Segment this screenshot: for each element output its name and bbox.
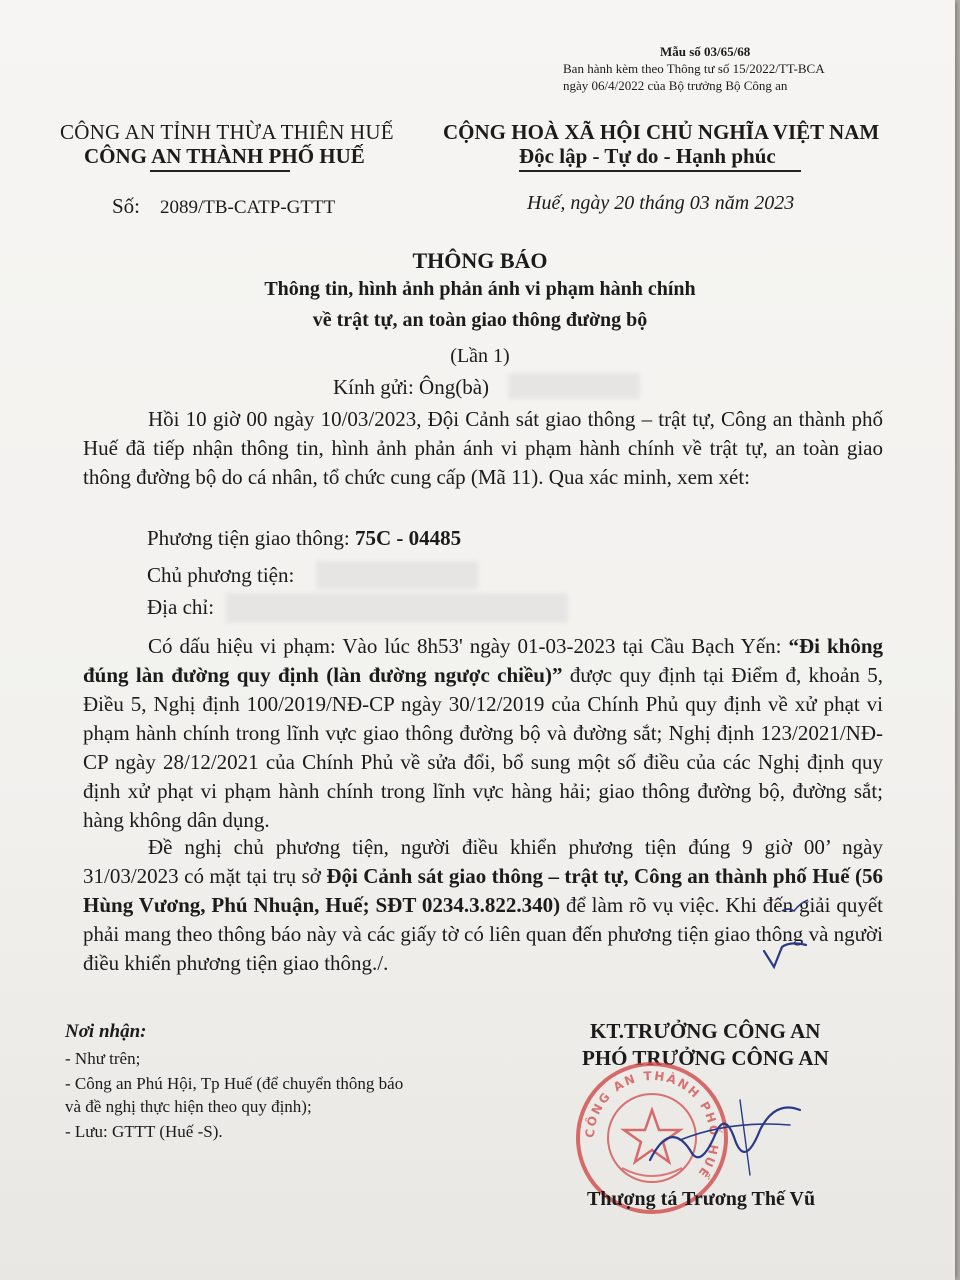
place-date: Huế, ngày 20 tháng 03 năm 2023	[527, 192, 795, 214]
motto-underline	[519, 170, 801, 172]
owner-field	[147, 563, 294, 588]
agency-name: CÔNG AN THÀNH PHỐ HUẾ	[84, 144, 365, 168]
seal-text: CÔNG AN THÀNH PHỐ HUẾ	[582, 1068, 722, 1182]
doc-title: THÔNG BÁO	[412, 248, 548, 273]
pen-check-mark-icon	[760, 937, 810, 973]
redacted-address	[226, 593, 568, 623]
motto: Độc lập - Tự do - Hạnh phúc	[519, 144, 776, 168]
address-field	[147, 595, 214, 620]
redacted-recipient	[508, 373, 640, 399]
agency-underline	[150, 170, 290, 172]
pen-tick-mark-icon	[780, 897, 810, 917]
doc-number: 2089/TB-CATP-GTTT	[160, 197, 336, 218]
recipient-item: - Lưu: GTTT (Huế -S).	[65, 1122, 223, 1141]
vehicle-field	[147, 526, 461, 551]
address-label: Địa chỉ:	[147, 595, 215, 619]
redacted-owner	[316, 561, 478, 589]
doc-subtitle-2: về trật tự, an toàn giao thông đường bộ	[312, 309, 648, 331]
paragraph-1: Hồi 10 giờ 00 ngày 10/03/2023, Đội Cảnh sát giao thông – trật tự, Công an thành phố Huế đã tiếp nhận thông tin, hình ảnh phản ánh vi phạm hành chính về trật tự, an toàn giao thông đường bộ do cá nhân, tổ chức cung cấp (Mã 11). Qua xác minh, xem xét:	[83, 407, 883, 489]
violation-text: “Đi không đúng làn đường quy định (làn đường ngược chiều)”	[83, 634, 883, 687]
para3-start: Đề nghị chủ phương tiện, người điều khiển phương tiện đúng 9 giờ 00’ ngày 31/03/2023 có mặt tại trụ sở	[83, 835, 883, 888]
recipient-item: và đề nghị thực hiện theo quy định);	[65, 1097, 312, 1116]
para2-start: Có dấu hiệu vi phạm: Vào lúc 8h53' ngày 01-03-2023 tại Cầu Bạch Yến:	[148, 634, 789, 658]
para3-rest: để làm rõ vụ việc. Khi đến giải quyết phải mang theo thông báo này và các giấy tờ có liên quan đến phương tiện giao thông và người điều khiển phương tiện giao thông./.	[83, 893, 883, 975]
greeting: Kính gửi: Ông(bà)	[333, 375, 490, 399]
recipient-item: - Công an Phú Hội, Tp Huế (để chuyển thông báo	[65, 1074, 404, 1093]
vehicle-plate: 75C - 04485	[354, 526, 462, 550]
signature-title: KT.TRƯỞNG CÔNG AN	[590, 1019, 821, 1043]
handwritten-signature-icon	[640, 1080, 810, 1190]
signature-role: PHÓ TRƯỞNG CÔNG AN	[582, 1046, 829, 1070]
agency-parent: CÔNG AN TỈNH THỪA THIÊN HUẾ	[60, 120, 394, 144]
recipient-item: - Như trên;	[65, 1049, 141, 1068]
office-address: Đội Cảnh sát giao thông – trật tự, Công an thành phố Huế (56 Hùng Vương, Phú Nhuận, Huế; SĐT 0234.3.822.340)	[83, 864, 883, 917]
nation-name: CỘNG HOÀ XÃ HỘI CHỦ NGHĨA VIỆT NAM	[443, 120, 880, 144]
doc-number-label: Số:	[112, 194, 141, 218]
form-number: Mẫu số 03/65/68	[660, 44, 751, 59]
signer-name: Thượng tá Trương Thế Vũ	[587, 1188, 816, 1210]
notice-times: (Lần 1)	[450, 345, 510, 367]
vehicle-label: Phương tiện giao thông:	[147, 526, 355, 550]
para2-rest: được quy định tại Điểm đ, khoản 5, Điều 5, Nghị định 100/2019/NĐ-CP ngày 30/12/2019 của Chính Phủ quy định về xử phạt vi phạm hành chính trong lĩnh vực giao thông đường bộ và đường sắt; Nghị định 123/2021/NĐ-CP ngày 28/12/2021 của Chính Phủ về sửa đổi, bổ sung một số điều của các Nghị định quy định xử phạt vi phạm hành chính trong lĩnh vực hàng hải; giao thông đường bộ, đường sắt; hàng không dân dụng.	[83, 663, 883, 832]
doc-subtitle-1: Thông tin, hình ảnh phản ánh vi phạm hành chính	[264, 278, 696, 300]
recipients-title: Nơi nhận:	[65, 1021, 147, 1042]
form-issued-line-2: ngày 06/4/2022 của Bộ trưởng Bộ Công an	[563, 78, 788, 93]
paragraph-2	[83, 632, 883, 835]
owner-label: Chủ phương tiện:	[147, 563, 295, 587]
form-issued-line-1: Ban hành kèm theo Thông tư số 15/2022/TT-BCA	[563, 61, 825, 76]
